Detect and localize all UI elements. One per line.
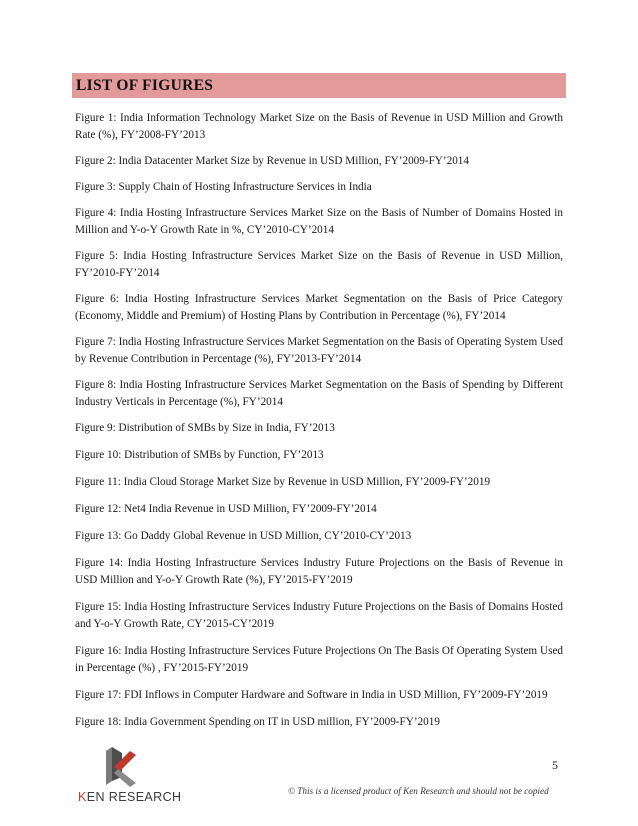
figure-entry: Figure 1: India Information Technology Market Size on the Basis of Revenue in USD Million and Growth Rate (%), FY’2008-FY’2013 bbox=[75, 112, 563, 141]
figure-entry: Figure 17: FDI Inflows in Computer Hardware and Software in India in USD Million, FY’2009-FY’2019 bbox=[75, 689, 548, 701]
logo-wordmark-k: K bbox=[78, 790, 87, 804]
figure-entry: Figure 9: Distribution of SMBs by Size in India, FY’2013 bbox=[75, 422, 335, 434]
figure-entry: Figure 6: India Hosting Infrastructure Services Market Segmentation on the Basis of Price Category (Economy, Middle and Premium) of Hosting Plans by Contribution in Percentage (%), FY’2014 bbox=[75, 293, 563, 322]
figure-entry: Figure 4: India Hosting Infrastructure Services Market Size on the Basis of Number of Domains Hosted in Million and Y-o-Y Growth Rate in %, CY’2010-CY’2014 bbox=[75, 207, 563, 236]
figure-entry: Figure 3: Supply Chain of Hosting Infrastructure Services in India bbox=[75, 181, 372, 193]
logo-wordmark-rest: EN RESEARCH bbox=[86, 790, 182, 804]
section-title: LIST OF FIGURES bbox=[76, 77, 214, 94]
figure-entry: Figure 5: India Hosting Infrastructure Services Market Size on the Basis of Revenue in USD Million, FY’2010-FY’2014 bbox=[75, 250, 563, 279]
figure-entry: Figure 10: Distribution of SMBs by Function, FY’2013 bbox=[75, 449, 324, 461]
figure-list bbox=[75, 110, 563, 731]
figure-entry: Figure 14: India Hosting Infrastructure Services Industry Future Projections on the Basis of Revenue in USD Million and Y-o-Y Growth Rate (%), FY’2015-FY’2019 bbox=[75, 557, 563, 586]
figure-entry: Figure 2: India Datacenter Market Size by Revenue in USD Million, FY’2009-FY’2014 bbox=[75, 155, 469, 167]
figure-entry: Figure 15: India Hosting Infrastructure Services Industry Future Projections on the Basis of Domains Hosted and Y-o-Y Growth Rate, CY’2015-CY’2019 bbox=[75, 601, 563, 630]
figure-entry: Figure 12: Net4 India Revenue in USD Million, FY’2009-FY’2014 bbox=[75, 503, 377, 515]
page-number: 5 bbox=[552, 758, 558, 772]
figure-entry: Figure 7: India Hosting Infrastructure Services Market Segmentation on the Basis of Operating System Used by Revenue Contribution in Percentage (%), FY’2013-FY’2014 bbox=[75, 336, 563, 365]
section-header-bar bbox=[72, 73, 566, 98]
figure-entry: Figure 8: India Hosting Infrastructure Services Market Segmentation on the Basis of Spending by Different Industry Verticals in Percentage (%), FY’2014 bbox=[75, 379, 563, 408]
copyright-notice: © This is a licensed product of Ken Research and should not be copied bbox=[288, 786, 549, 796]
figure-entry: Figure 18: India Government Spending on IT in USD million, FY’2009-FY’2019 bbox=[75, 716, 440, 728]
figure-entry: Figure 11: India Cloud Storage Market Size by Revenue in USD Million, FY’2009-FY’2019 bbox=[75, 476, 491, 488]
figure-entry: Figure 16: India Hosting Infrastructure Services Future Projections On The Basis Of Operating System Used in Percentage (%) , FY’2015-FY’2019 bbox=[75, 645, 563, 674]
logo-wordmark bbox=[78, 790, 188, 804]
figure-entry: Figure 13: Go Daddy Global Revenue in USD Million, CY’2010-CY’2013 bbox=[75, 530, 412, 542]
